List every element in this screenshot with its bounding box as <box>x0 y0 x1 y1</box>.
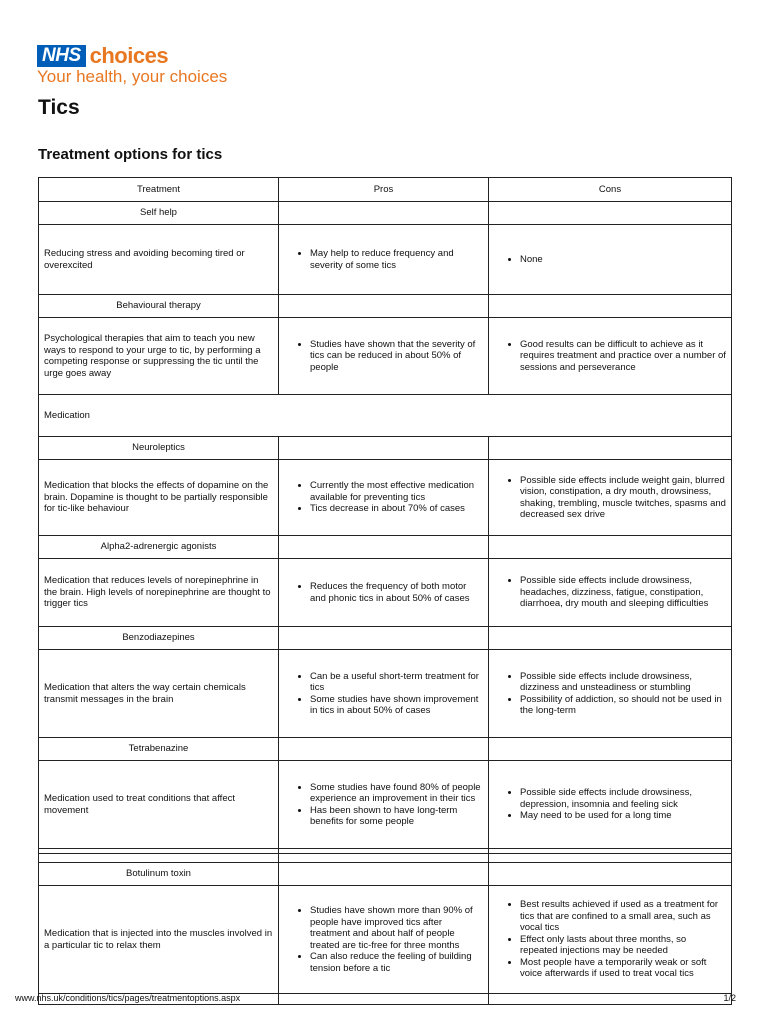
list-item: • Possible side effects include weight gain, blurred vision, constipation, a dry mouth, drowsiness, shaking, trembling, muscle twitches, spasms and decreased sex drive <box>520 475 726 521</box>
list-item: • Possibility of addiction, so should not be used in the long-term <box>520 694 726 717</box>
list-item: • Studies have shown that the severity of tics can be reduced in about 50% of people <box>310 339 483 374</box>
column-header-pros: Pros <box>279 178 489 202</box>
pros-list <box>284 782 483 828</box>
list-item: • May need to be used for a long time <box>520 810 726 822</box>
cons-cell <box>489 650 732 738</box>
pros-cell <box>279 650 489 738</box>
list-item: • Effect only lasts about three months, so repeated injections may be needed <box>520 934 726 957</box>
cons-cell <box>489 225 732 295</box>
table-row <box>39 225 732 295</box>
treatment-description: Psychological therapies that aim to teach you new ways to respond to your urge to tic, by performing a competing response or suppressing the tic until the urge goes away <box>39 318 279 395</box>
pros-list <box>284 581 483 604</box>
group-heading-botulinum: Botulinum toxin <box>39 863 279 886</box>
table-header-row <box>39 178 732 202</box>
group-row <box>39 627 732 650</box>
list-item: • Best results achieved if used as a treatment for tics that are confined to a small area, such as vocal tics <box>520 899 726 934</box>
cons-list <box>494 899 726 980</box>
group-heading-tetrabenazine: Tetrabenazine <box>39 738 279 761</box>
cons-list <box>494 475 726 521</box>
list-item: • Some studies have shown improvement in tics in about 50% of cases <box>310 694 483 717</box>
pros-cell <box>279 460 489 536</box>
list-item: • Good results can be difficult to achieve as it requires treatment and practice over a number of sessions and perseverance <box>520 339 726 374</box>
pros-list <box>284 339 483 374</box>
spacer-row <box>39 854 732 863</box>
section-title: Treatment options for tics <box>38 146 223 163</box>
table-row <box>39 886 732 994</box>
table-row <box>39 761 732 849</box>
tagline: Your health, your choices <box>37 67 228 86</box>
list-item: • Has been shown to have long-term benefits for some people <box>310 805 483 828</box>
list-item: • None <box>520 254 726 266</box>
choices-logo-text: choices <box>89 43 169 68</box>
list-item: • Most people have a temporarily weak or soft voice afterwards if used to treat vocal tics <box>520 957 726 980</box>
list-item: • Some studies have found 80% of people experience an improvement in their tics <box>310 782 483 805</box>
nhs-choices-logo <box>37 45 168 67</box>
list-item: • Possible side effects include drowsiness, dizziness and unsteadiness or stumbling <box>520 671 726 694</box>
list-item: • Tics decrease in about 70% of cases <box>310 503 483 515</box>
group-row <box>39 295 732 318</box>
cons-cell <box>489 318 732 395</box>
cons-cell <box>489 559 732 627</box>
pros-cell <box>279 559 489 627</box>
nhs-logo-mark: NHS <box>37 45 86 67</box>
group-row <box>39 863 732 886</box>
pros-cell <box>279 318 489 395</box>
cons-list <box>494 787 726 822</box>
group-heading-self-help: Self help <box>39 202 279 225</box>
list-item: • May help to reduce frequency and severity of some tics <box>310 248 483 271</box>
cons-cell <box>489 761 732 849</box>
group-row <box>39 536 732 559</box>
treatment-description: Medication that is injected into the muscles involved in a particular tic to relax them <box>39 886 279 994</box>
column-header-treatment: Treatment <box>39 178 279 202</box>
table-row <box>39 650 732 738</box>
pros-list <box>284 248 483 271</box>
list-item: • Reduces the frequency of both motor and phonic tics in about 50% of cases <box>310 581 483 604</box>
list-item: • Can also reduce the feeling of building tension before a tic <box>310 951 483 974</box>
group-heading-neuroleptics: Neuroleptics <box>39 437 279 460</box>
table-row <box>39 460 732 536</box>
list-item: • Currently the most effective medication available for preventing tics <box>310 480 483 503</box>
list-item: • Can be a useful short-term treatment for tics <box>310 671 483 694</box>
list-item: • Studies have shown more than 90% of people have improved tics after treatment and about half of people treated are tic-free for three months <box>310 905 483 951</box>
footer-url: www.nhs.uk/conditions/tics/pages/treatmentoptions.aspx <box>15 993 241 1003</box>
page-number: 1/2 <box>723 993 736 1003</box>
pros-cell <box>279 761 489 849</box>
group-row <box>39 738 732 761</box>
pros-cell <box>279 886 489 994</box>
treatment-description: Reducing stress and avoiding becoming tired or overexcited <box>39 225 279 295</box>
cons-list <box>494 575 726 610</box>
cons-list <box>494 254 726 266</box>
pros-list <box>284 905 483 974</box>
pros-list <box>284 671 483 717</box>
page-title: Tics <box>38 96 80 119</box>
pros-list <box>284 480 483 515</box>
cons-list <box>494 339 726 374</box>
treatment-description: Medication used to treat conditions that affect movement <box>39 761 279 849</box>
group-heading-benzodiazepines: Benzodiazepines <box>39 627 279 650</box>
list-item: • Possible side effects include drowsiness, depression, insomnia and feeling sick <box>520 787 726 810</box>
cons-list <box>494 671 726 717</box>
treatment-description: Medication that alters the way certain chemicals transmit messages in the brain <box>39 650 279 738</box>
group-heading-alpha2: Alpha2-adrenergic agonists <box>39 536 279 559</box>
pros-cell <box>279 225 489 295</box>
medication-row <box>39 395 732 437</box>
group-heading-behavioural: Behavioural therapy <box>39 295 279 318</box>
medication-label: Medication <box>39 395 732 437</box>
list-item: • Possible side effects include drowsiness, headaches, dizziness, fatigue, constipation, diarrhoea, dry mouth and sleeping difficulties <box>520 575 726 610</box>
treatment-description: Medication that blocks the effects of dopamine on the brain. Dopamine is thought to be partially responsible for tic-like behaviour <box>39 460 279 536</box>
treatment-table <box>38 177 732 1005</box>
cons-cell <box>489 460 732 536</box>
group-row <box>39 437 732 460</box>
cons-cell <box>489 886 732 994</box>
column-header-cons: Cons <box>489 178 732 202</box>
group-row <box>39 202 732 225</box>
table-row <box>39 318 732 395</box>
table-row <box>39 559 732 627</box>
treatment-description: Medication that reduces levels of norepinephrine in the brain. High levels of norepinephrine are thought to trigger tics <box>39 559 279 627</box>
